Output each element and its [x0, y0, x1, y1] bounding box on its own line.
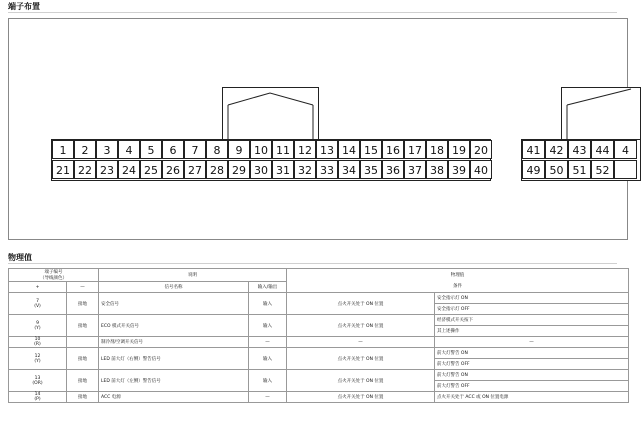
table-row [9, 348, 629, 359]
wire-color: (Y) [34, 358, 41, 364]
pin-cell: 3 [96, 140, 118, 159]
connector-2-lock-tab [561, 87, 641, 139]
pin-cell: 37 [404, 160, 426, 179]
pin-cell: 10 [250, 140, 272, 159]
pin-cell: 33 [316, 160, 338, 179]
divider [8, 12, 617, 13]
table-cell: LED 前大灯（左侧）警告信号 [99, 370, 249, 392]
pin-cell: 41 [522, 140, 545, 159]
pin-cell: 50 [545, 160, 568, 179]
table-cell: 前大灯警告 ON [435, 370, 629, 381]
wire-color: (P) [34, 397, 41, 402]
table-cell: 前大灯警告 ON [435, 348, 629, 359]
table-cell: 接地 [67, 348, 99, 370]
pin-cell: 26 [162, 160, 184, 179]
pin-cell: 43 [568, 140, 591, 159]
terminal-cell [9, 315, 67, 337]
pin-cell: 52 [591, 160, 614, 179]
header-terminal: 端子编号 （导线颜色） [9, 269, 99, 282]
pin-cell: 13 [316, 140, 338, 159]
table-cell: 其上述操作 [435, 326, 629, 337]
table-cell: 前大灯警告 OFF [435, 381, 629, 392]
wire-color: (Y) [34, 325, 41, 331]
terminal-cell [9, 348, 67, 370]
physical-values-table [8, 268, 629, 403]
header-io: 输入/输出 [249, 282, 287, 293]
table-row [9, 392, 629, 403]
table-cell: 安全指示灯 ON [435, 293, 629, 304]
pin-cell: 4 [614, 140, 637, 159]
pin-cell [614, 160, 637, 179]
table-cell: 接地 [67, 392, 99, 403]
pin-cell: 6 [162, 140, 184, 159]
table-cell: 接地 [67, 293, 99, 315]
pin-cell: 30 [250, 160, 272, 179]
connector1-row [52, 140, 490, 159]
table-cell: ACC 电源 [99, 392, 249, 403]
terminal-number: 9 [36, 320, 39, 326]
pin-cell: 23 [96, 160, 118, 179]
pin-cell: 8 [206, 140, 228, 159]
pin-cell: 25 [140, 160, 162, 179]
pin-cell: 14 [338, 140, 360, 159]
terminal-cell [9, 392, 67, 403]
table-cell: 安全指示灯 OFF [435, 304, 629, 315]
pin-cell: 35 [360, 160, 382, 179]
header-minus: — [67, 282, 99, 293]
table-cell: LED 前大灯（右侧）警告信号 [99, 348, 249, 370]
pin-cell: 44 [591, 140, 614, 159]
table-cell: 经济模式开关按下 [435, 315, 629, 326]
pin-cell: 16 [382, 140, 404, 159]
terminal-cell [9, 337, 67, 348]
table-cell: 点火开关处于 ON 位置 [287, 293, 435, 315]
pin-cell: 15 [360, 140, 382, 159]
pin-cell: 29 [228, 160, 250, 179]
pin-cell: 49 [522, 160, 545, 179]
table-row [9, 293, 629, 304]
pin-cell: 42 [545, 140, 568, 159]
pin-cell: 18 [426, 140, 448, 159]
pin-cell: 36 [382, 160, 404, 179]
table-cell: — [287, 337, 435, 348]
pin-cell: 24 [118, 160, 140, 179]
table-cell: 点火开关处于 ON 位置 [287, 315, 435, 337]
connector-diagram [8, 18, 628, 240]
connector-1-lock-tab [222, 87, 319, 139]
divider [8, 263, 617, 264]
pin-cell: 9 [228, 140, 250, 159]
table-cell: 输入 [249, 348, 287, 370]
pin-cell: 27 [184, 160, 206, 179]
pin-cell: 5 [140, 140, 162, 159]
table-cell [67, 337, 99, 348]
table-cell: 制冷剂/空调开关信号 [99, 337, 249, 348]
header-plus: + [9, 282, 67, 293]
connector2-row [522, 160, 640, 179]
header-value: 物理值 条件 [287, 269, 629, 293]
pin-cell: 22 [74, 160, 96, 179]
terminal-number: 10 [34, 337, 41, 342]
wire-color: (R) [34, 342, 41, 347]
terminal-cell [9, 370, 67, 392]
table-cell: — [249, 337, 287, 348]
pin-cell: 28 [206, 160, 228, 179]
pin-cell: 34 [338, 160, 360, 179]
table-cell: 前大灯警告 OFF [435, 359, 629, 370]
connector-1 [51, 139, 491, 181]
pin-cell: 2 [74, 140, 96, 159]
table-row [9, 337, 629, 348]
table-cell: 安全信号 [99, 293, 249, 315]
wire-color: (OR) [32, 380, 43, 386]
section-title-terminal-layout: 端子布置 [8, 2, 40, 11]
table-cell: 接地 [67, 315, 99, 337]
terminal-number: 12 [34, 353, 41, 359]
header-signal: 信号名称 [99, 282, 249, 293]
pin-cell: 32 [294, 160, 316, 179]
connector1-row [52, 160, 490, 179]
connector2-row [522, 140, 640, 159]
table-cell: — [435, 337, 629, 348]
pin-cell: 38 [426, 160, 448, 179]
terminal-cell [9, 293, 67, 315]
table-cell: 点火开关处于 ON 位置 [287, 392, 435, 403]
pin-cell: 17 [404, 140, 426, 159]
pin-cell: 39 [448, 160, 470, 179]
header-description: 说明 [99, 269, 287, 282]
section-title-physical-values: 物理值 [8, 253, 32, 262]
pin-cell: 1 [52, 140, 74, 159]
terminal-number: 13 [34, 375, 41, 381]
connector-2 [521, 139, 641, 181]
pin-cell: 4 [118, 140, 140, 159]
terminal-number: 14 [34, 392, 41, 397]
table-cell: ECO 模式开关信号 [99, 315, 249, 337]
table-row [9, 315, 629, 326]
pin-cell: 31 [272, 160, 294, 179]
table-row [9, 370, 629, 381]
table-cell: 点火开关处于 ACC 或 ON 位置电源 [435, 392, 629, 403]
table-cell: 点火开关处于 ON 位置 [287, 348, 435, 370]
pin-cell: 20 [470, 140, 492, 159]
table-cell: — [249, 392, 287, 403]
pin-cell: 7 [184, 140, 206, 159]
pin-cell: 40 [470, 160, 492, 179]
table-cell: 输入 [249, 315, 287, 337]
pin-cell: 21 [52, 160, 74, 179]
table-cell: 接地 [67, 370, 99, 392]
table-cell: 点火开关处于 ON 位置 [287, 370, 435, 392]
table-cell: 输入 [249, 293, 287, 315]
pin-cell: 11 [272, 140, 294, 159]
pin-cell: 51 [568, 160, 591, 179]
pin-cell: 19 [448, 140, 470, 159]
terminal-number: 7 [36, 298, 39, 304]
table-cell: 输入 [249, 370, 287, 392]
wire-color: (V) [34, 303, 41, 309]
pin-cell: 12 [294, 140, 316, 159]
